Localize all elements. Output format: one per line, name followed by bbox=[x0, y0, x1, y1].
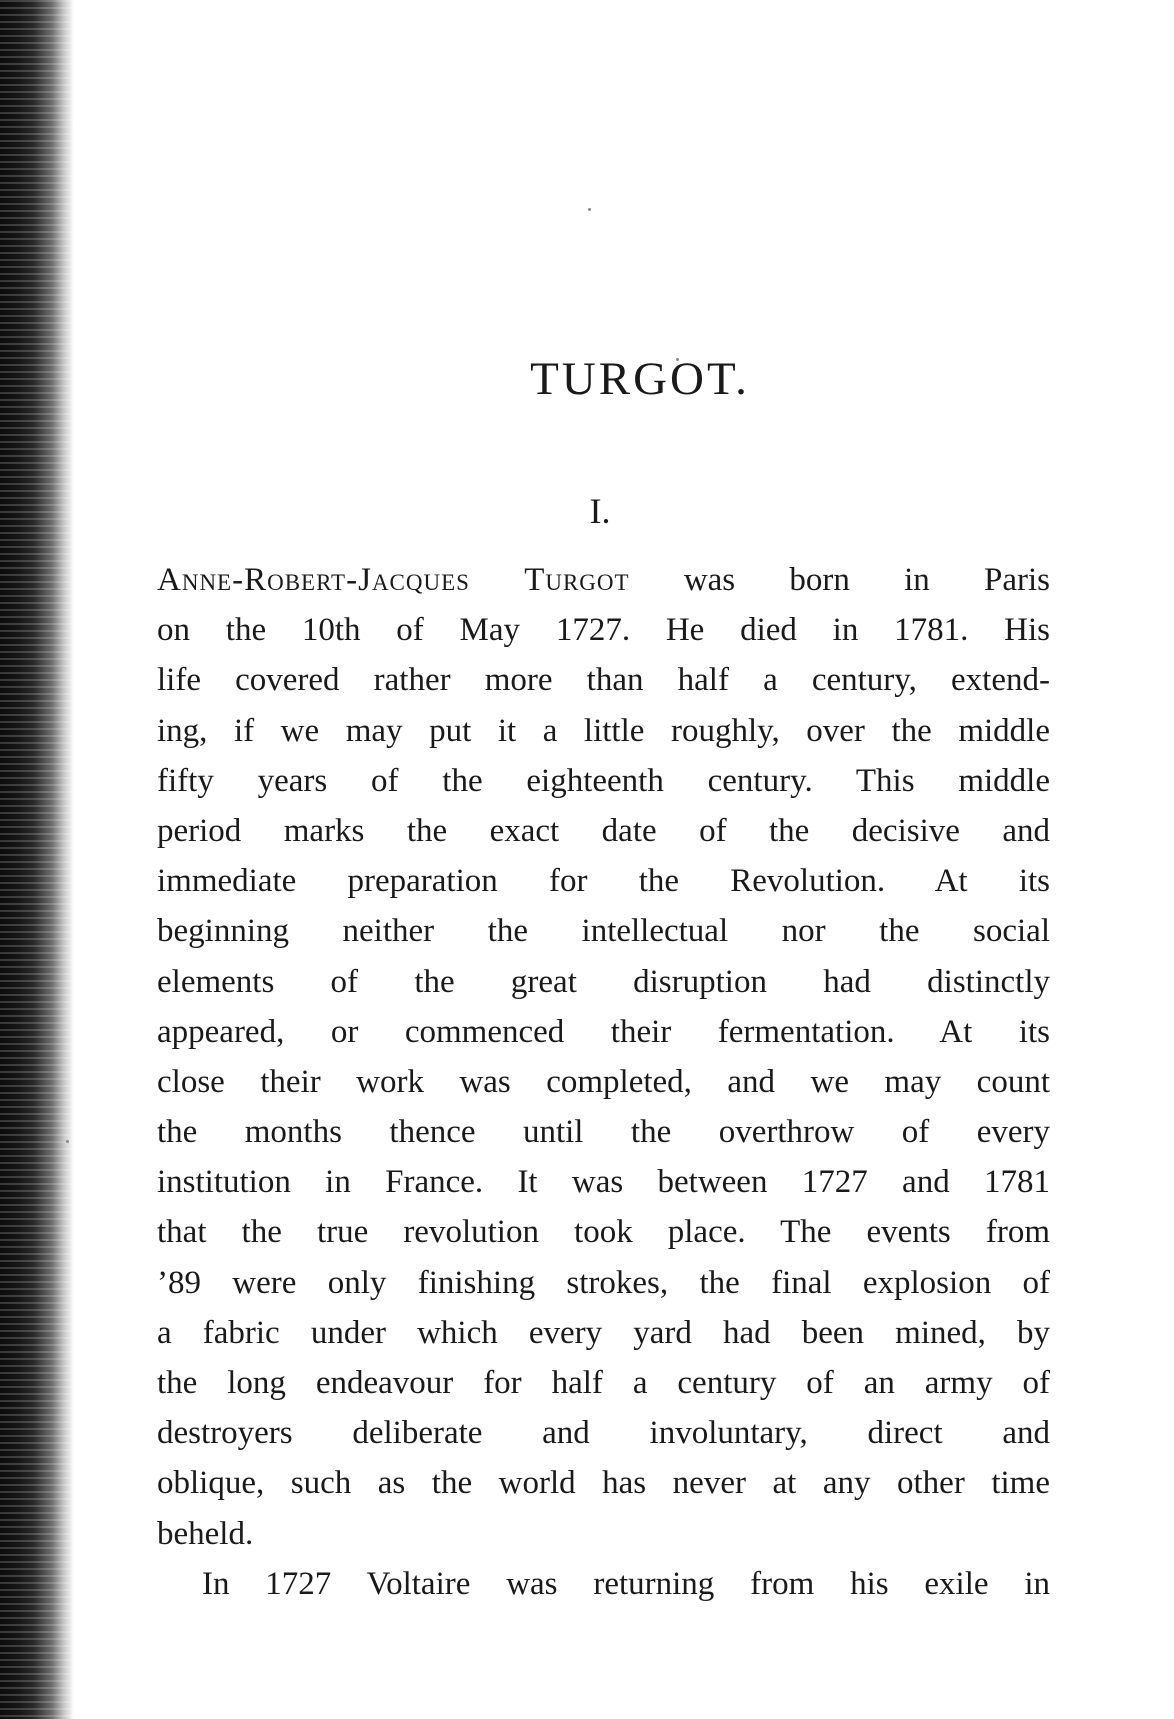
line-rest: was born in Paris bbox=[683, 562, 1050, 598]
scanned-binding-edge bbox=[0, 0, 74, 1719]
chapter-number: I. bbox=[589, 491, 611, 531]
text-line: period marks the exact date of the decisive and bbox=[157, 812, 1050, 849]
surname-smallcaps: Turgot bbox=[524, 562, 630, 598]
text-line: institution in France. It was between 1727 and 1781 bbox=[157, 1164, 1050, 1201]
text-line: destroyers deliberate and involuntary, direct and bbox=[157, 1415, 1050, 1452]
text-line: In 1727 Voltaire was returning from his exile in bbox=[202, 1565, 1050, 1602]
text-line: oblique, such as the world has never at any other time bbox=[157, 1465, 1050, 1502]
page-title: TURGOT. bbox=[530, 353, 750, 405]
text-line: immediate preparation for the Revolution. At its bbox=[157, 863, 1050, 900]
text-line: life covered rather more than half a century, extend- bbox=[157, 662, 1050, 699]
text-line: that the true revolution took place. The events from bbox=[157, 1214, 1050, 1251]
text-line: beginning neither the intellectual nor the social bbox=[157, 913, 1050, 950]
text-line: the long endeavour for half a century of an army of bbox=[157, 1365, 1050, 1401]
text-line bbox=[157, 555, 1050, 605]
scan-speck bbox=[66, 1140, 69, 1143]
text-line: fifty years of the eighteenth century. This middle bbox=[157, 762, 1050, 799]
text-line: ’89 were only finishing strokes, the final explosion of bbox=[157, 1264, 1050, 1301]
text-line: a fabric under which every yard had been mined, by bbox=[157, 1314, 1050, 1351]
text-line: elements of the great disruption had distinctly bbox=[157, 963, 1050, 1000]
body-text bbox=[157, 555, 1050, 1609]
text-line: beheld. bbox=[157, 1515, 254, 1552]
text-line: close their work was completed, and we may count bbox=[157, 1063, 1050, 1100]
text-line: appeared, or commenced their fermentation. At its bbox=[157, 1013, 1050, 1050]
name-smallcaps: Anne-Robert-Jacques bbox=[157, 562, 470, 598]
text-line: the months thence until the overthrow of every bbox=[157, 1114, 1050, 1151]
scan-speck bbox=[588, 208, 591, 211]
text-line: ing, if we may put it a little roughly, over the middle bbox=[157, 712, 1050, 749]
text-line: on the 10th of May 1727. He died in 1781. His bbox=[157, 612, 1050, 649]
